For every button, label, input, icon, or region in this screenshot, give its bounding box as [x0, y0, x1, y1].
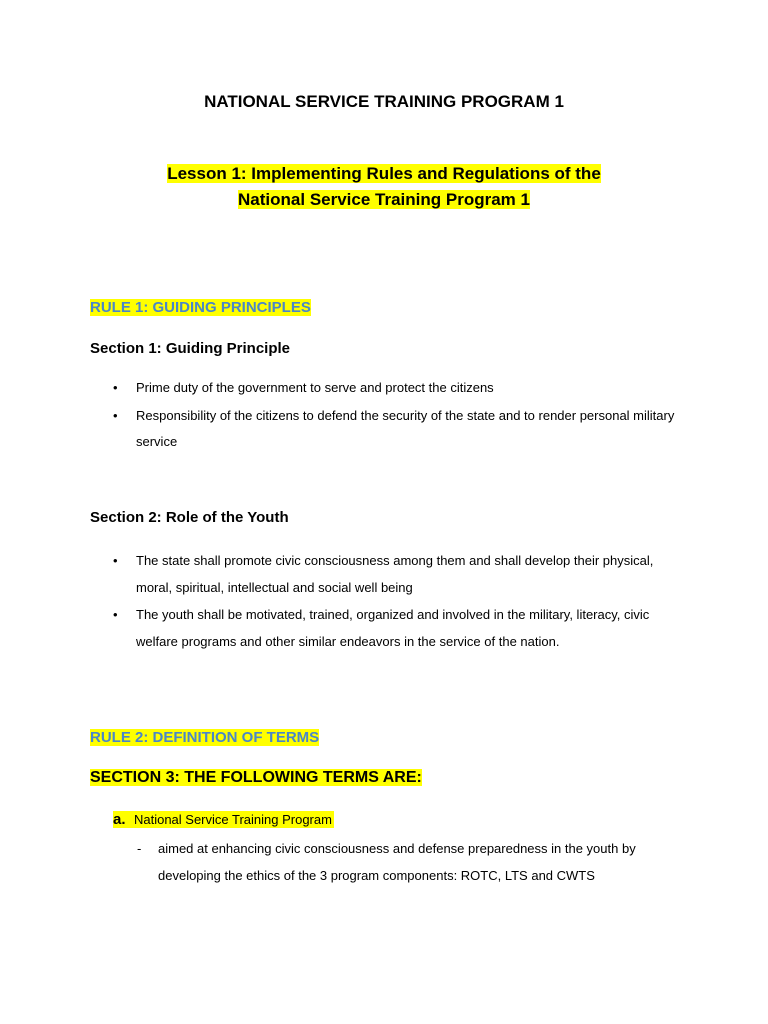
list-item [113, 548, 693, 601]
list-item-text: The youth shall be motivated, trained, organized and involved in the military, literacy, civic welfare programs and other similar endeavors in the service of the nation. [136, 607, 650, 649]
rule-2-heading [90, 729, 319, 746]
term-a-label: National Service Training Program [133, 812, 332, 827]
bullet-icon: • [113, 553, 118, 568]
term-a-row [113, 811, 334, 829]
list-item-text: The state shall promote civic consciousness among them and shall develop their physical, moral, spiritual, intellectual and social well being [136, 553, 654, 595]
list-item [113, 602, 693, 655]
section-2-bullet-list [113, 548, 693, 656]
dash-bullet-icon: - [137, 841, 142, 856]
lesson-title-line-2 [0, 190, 768, 210]
term-a-definition-text: aimed at enhancing civic consciousness and defense preparedness in the youth by developing the ethics of the 3 program components: ROTC, LTS and CWTS [158, 841, 636, 883]
section-1-heading: Section 1: Guiding Principle [90, 340, 291, 357]
rule-2-heading-text: RULE 2: DEFINITION OF TERMS [90, 729, 320, 746]
section-3-heading [90, 769, 422, 787]
section-3-heading-text: SECTION 3: THE FOLLOWING TERMS ARE: [90, 769, 422, 786]
term-a-definition [137, 836, 677, 889]
section-2-heading: Section 2: Role of the Youth [90, 509, 289, 526]
term-a-highlight [113, 811, 334, 828]
list-item [113, 375, 693, 402]
list-item-text: Prime duty of the government to serve and protect the citizens [136, 380, 494, 395]
list-item-text: Responsibility of the citizens to defend the security of the state and to render personal military service [136, 407, 675, 449]
bullet-icon: • [113, 607, 118, 622]
term-a-letter: a. [113, 811, 126, 828]
lesson-title-line-2-text: National Service Training Program 1 [238, 190, 530, 209]
lesson-title-line-1-text: Lesson 1: Implementing Rules and Regulations of the [167, 164, 601, 183]
section-1-bullet-list [113, 375, 693, 457]
rule-1-heading [90, 299, 311, 316]
list-item [113, 403, 693, 456]
bullet-icon: • [113, 380, 118, 395]
document-title: NATIONAL SERVICE TRAINING PROGRAM 1 [204, 92, 564, 111]
rule-1-heading-text: RULE 1: GUIDING PRINCIPLES [90, 299, 311, 316]
bullet-icon: • [113, 407, 118, 423]
lesson-title-line-1 [0, 164, 768, 184]
